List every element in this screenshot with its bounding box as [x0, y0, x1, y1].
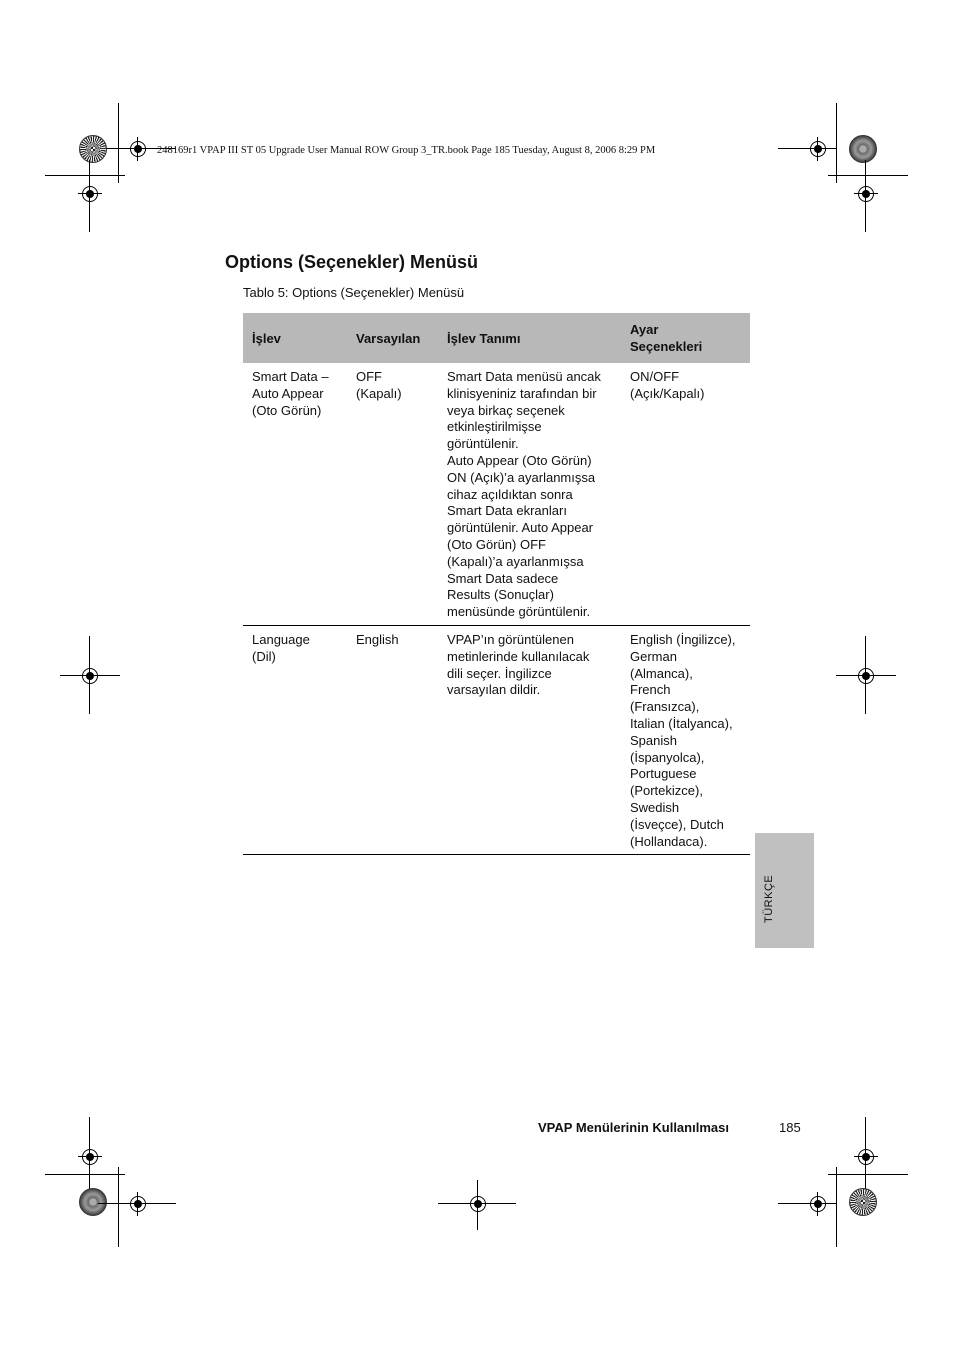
footer-section-title: VPAP Menülerinin Kullanılması: [538, 1120, 729, 1135]
table-header: [243, 313, 750, 363]
registration-mark-icon: [82, 668, 98, 684]
registration-mark-icon: [130, 141, 146, 157]
table-caption: Tablo 5: Options (Seçenekler) Menüsü: [243, 285, 465, 300]
header-description: İşlev Tanımı: [447, 330, 521, 346]
language-side-tab: [755, 833, 814, 948]
table-row: [243, 626, 750, 855]
cell-options: English (İngilizce), German (Almanca), French (Fransızca), Italian (İtalyanca), Spanish (İspanyolca), Portuguese (Portekizce), Swedish (İsveçce), Dutch (Hollandaca).: [630, 631, 736, 849]
cell-default: English: [356, 631, 399, 647]
cell-function: Smart Data – Auto Appear (Oto Görün): [252, 369, 329, 418]
cell-description: VPAP’ın görüntülenen metinlerinde kullanılacak dili seçer. İngilizce varsayılan dildir.: [447, 631, 590, 698]
color-target-icon: [849, 1188, 877, 1216]
cell-description: Smart Data menüsü ancak klinisyeniniz tarafından bir veya birkaç seçenek etkinleştirilmişse görüntülenir. Auto Appear (Oto Görün) ON (Açık)’a ayarlanmışsa cihaz açıldıktan sonra Smart Data ekranları görüntülenir. Auto Appear (Oto Görün) OFF (Kapalı)’a ayarlanmışsa Smart Data sadece Results (Sonuçlar) menüsünde görüntülenir.: [447, 369, 601, 620]
header-options: Ayar Seçenekleri: [630, 322, 703, 354]
page-number: 185: [779, 1120, 801, 1135]
registration-mark-icon: [82, 1149, 98, 1165]
cell-options: ON/OFF (Açık/Kapalı): [630, 369, 705, 401]
registration-mark-icon: [130, 1196, 146, 1212]
registration-mark-icon: [82, 186, 98, 202]
color-target-icon: [849, 135, 877, 163]
page-title: Options (Seçenekler) Menüsü: [225, 252, 479, 272]
header-function: İşlev: [252, 330, 281, 346]
color-target-icon: [79, 1188, 107, 1216]
registration-mark-icon: [858, 186, 874, 202]
table-row: [243, 363, 750, 626]
registration-mark-icon: [470, 1196, 486, 1212]
registration-mark-icon: [858, 668, 874, 684]
registration-mark-icon: [858, 1149, 874, 1165]
color-target-icon: [79, 135, 107, 163]
side-tab-label: TÜRKÇE: [763, 874, 775, 923]
cell-function: Language (Dil): [252, 631, 310, 664]
print-header: 248169r1 VPAP III ST 05 Upgrade User Manual ROW Group 3_TR.book Page 185 Tuesday, August 8, 2006 8:29 PM: [157, 145, 656, 156]
cell-default: OFF (Kapalı): [356, 369, 402, 401]
header-default: Varsayılan: [356, 330, 421, 346]
options-table: [243, 313, 750, 855]
registration-mark-icon: [810, 141, 826, 157]
registration-mark-icon: [810, 1196, 826, 1212]
